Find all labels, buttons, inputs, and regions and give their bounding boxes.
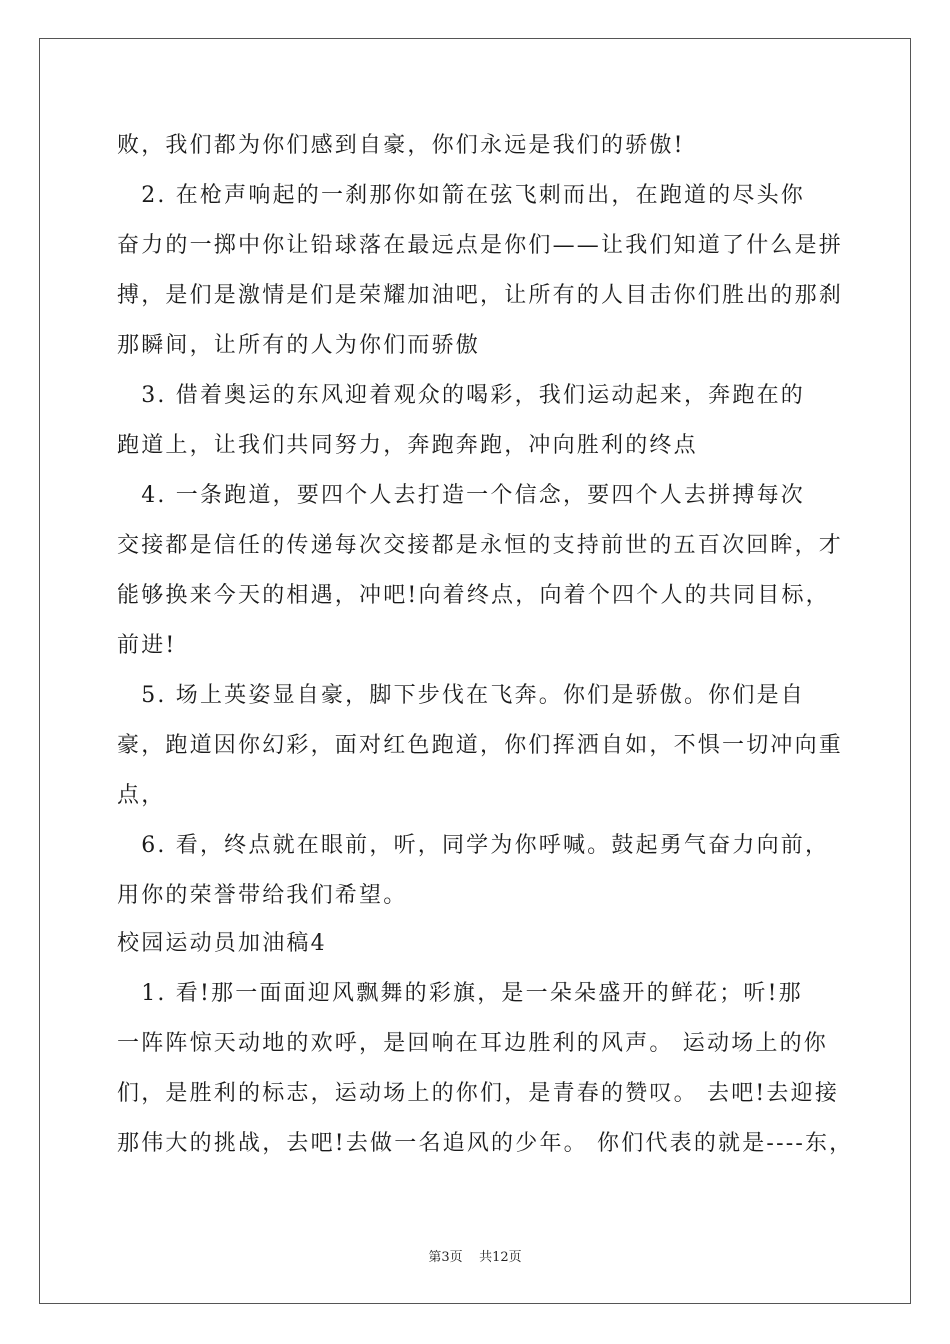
text-line: 们，是胜利的标志，运动场上的你们，是青春的赞叹。 去吧!去迎接: [117, 1081, 840, 1106]
text-line: 点，: [117, 783, 166, 808]
text-line: 1. 看!那一面面迎风飘舞的彩旗，是一朵朵盛开的鲜花；听!那: [117, 981, 803, 1006]
text-line: 那瞬间，让所有的人为你们而骄傲: [117, 333, 481, 358]
text-line: 那伟大的挑战，去吧!去做一名追风的少年。 你们代表的就是----东，: [117, 1131, 854, 1156]
text-line: 一阵阵惊天动地的欢呼，是回响在耳边胜利的风声。 运动场上的你: [117, 1031, 828, 1056]
text-line: 前进!: [117, 633, 177, 658]
text-line: 搏，是们是激情是们是荣耀加油吧，让所有的人目击你们胜出的那刹: [117, 283, 844, 308]
text-line: 交接都是信任的传递每次交接都是永恒的支持前世的五百次回眸，才: [117, 533, 844, 558]
text-line: 5. 场上英姿显自豪，脚下步伐在飞奔。你们是骄傲。你们是自: [117, 683, 805, 708]
text-line: 能够换来今天的相遇，冲吧!向着终点，向着个四个人的共同目标，: [117, 583, 830, 608]
page-footer: [0, 1248, 950, 1268]
page-number: 第3页: [428, 1250, 463, 1265]
text-line: 4. 一条跑道，要四个人去打造一个信念，要四个人去拼搏每次: [117, 483, 805, 508]
text-line: 3. 借着奥运的东风迎着观众的喝彩，我们运动起来，奔跑在的: [117, 383, 805, 408]
text-line: 败，我们都为你们感到自豪，你们永远是我们的骄傲!: [117, 133, 685, 158]
text-line: 奋力的一掷中你让铅球落在最远点是你们——让我们知道了什么是拼: [117, 233, 844, 258]
text-line: 6. 看，终点就在眼前，听，同学为你呼喊。鼓起勇气奋力向前，: [117, 833, 830, 858]
text-line: 跑道上，让我们共同努力，奔跑奔跑，冲向胜利的终点: [117, 433, 698, 458]
text-line: 2. 在枪声响起的一刹那你如箭在弦飞刺而出，在跑道的尽头你: [117, 183, 805, 208]
text-line: 用你的荣誉带给我们希望。: [117, 883, 408, 908]
text-line: 豪，跑道因你幻彩，面对红色跑道，你们挥洒自如，不惧一切冲向重: [117, 733, 844, 758]
page-total: 共12页: [479, 1250, 522, 1265]
section-heading: 校园运动员加油稿4: [117, 931, 327, 956]
